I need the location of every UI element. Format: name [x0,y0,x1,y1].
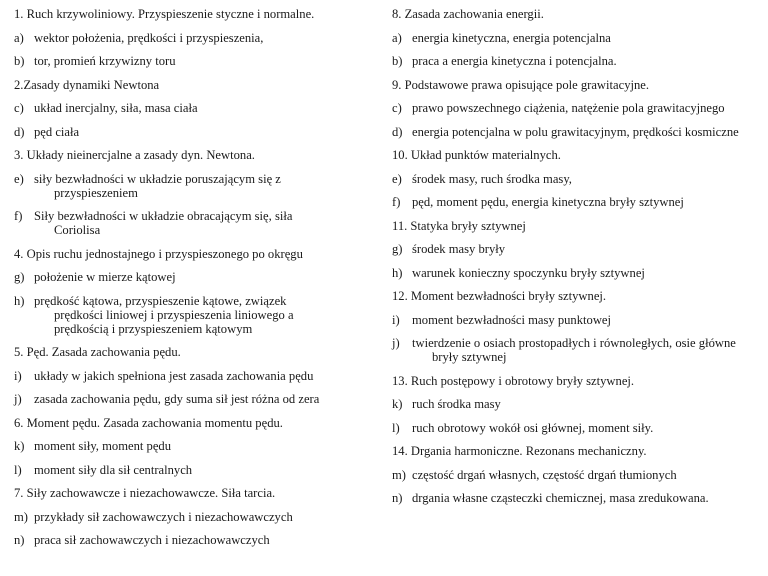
section-heading: 11. Statyka bryły sztywnej [392,218,526,233]
list-item-g [392,242,764,256]
list-item-text [34,392,366,406]
list-item-g [14,270,366,284]
list-item-line: przyspieszeniem [54,185,138,200]
list-item-h [14,294,366,336]
list-item-line: energia potencjalna w polu grawitacyjnym, prędkości kosmiczne [412,124,739,139]
list-item-text [34,54,366,68]
list-item-line: ruch środka masy [412,397,501,411]
list-item-text [412,101,764,115]
list-item-line: Coriolisa [54,223,101,237]
section-heading: 6. Moment pędu. Zasada zachowania momentu pędu. [14,415,283,430]
list-item-text [412,468,764,482]
list-item-letter: h) [14,293,25,308]
list-item-line: prędkość kątowa, przyspieszenie kątowe, związek [34,293,287,308]
list-item-text [34,209,366,237]
list-item-line: moment bezwładności masy punktowej [412,312,612,327]
section-heading: 13. Ruch postępowy i obrotowy bryły sztywnej. [392,373,635,388]
list-item-text [34,294,366,336]
list-item-line: drgania własne cząsteczki chemicznej, masa zredukowana. [412,491,709,505]
list-item-text [34,31,366,45]
list-item-m [14,510,366,524]
list-item-text [412,242,764,256]
section-heading: 3. Układy nieinercjalne a zasady dyn. Newtona. [14,148,255,162]
section-heading: 10. Układ punktów materialnych. [392,148,561,162]
list-item-text [412,313,764,327]
list-item-line: Siły bezwładności w układzie obracającym się, siła [34,209,293,223]
list-item-line: układy w jakich spełniona jest zasada zachowania pędu [34,368,314,383]
list-item-n [14,533,366,547]
list-item-line: środek masy, ruch środka masy, [412,171,572,186]
list-item-i [392,313,764,327]
list-item-text [34,510,366,524]
list-item-m [392,468,764,482]
list-item-line: energia kinetyczna, energia potencjalna [412,30,611,45]
list-item-l [392,421,764,435]
list-item-letter: j) [392,336,400,350]
list-item-text [34,270,366,284]
list-item-text [412,195,764,209]
list-item-letter: m) [14,509,28,524]
list-item-c [14,101,366,115]
list-item-letter: g) [392,242,403,256]
list-item-text [34,463,366,477]
list-item-h [392,266,764,280]
list-item-letter: j) [14,392,22,406]
list-item-text [34,439,366,453]
list-item-letter: d) [14,124,25,139]
list-item-text [412,266,764,280]
list-item-e [14,172,366,200]
list-item-a [14,31,366,45]
list-item-letter: m) [392,467,406,482]
list-item-line: warunek konieczny spoczynku bryły sztywnej [412,265,645,280]
list-item-line: prawo powszechnego ciążenia, natężenie pola grawitacyjnego [412,101,725,115]
list-item-letter: k) [14,439,25,453]
section-heading: 12. Moment bezwładności bryły sztywnej. [392,289,607,303]
list-item-d [392,125,764,139]
list-item-letter: i) [392,312,400,327]
list-item-line: wektor położenia, prędkości i przyspieszenia, [34,30,264,45]
right-column [392,7,764,515]
list-item-line: pęd, moment pędu, energia kinetyczna bryły sztywnej [412,195,684,209]
list-item-k [14,439,366,453]
list-item-text [34,533,366,547]
list-item-letter: c) [14,101,24,115]
section-heading: 4. Opis ruchu jednostajnego i przyspieszonego po okręgu [14,246,303,261]
list-item-letter: f) [392,195,401,209]
list-item-letter: n) [392,491,403,505]
section-heading: 2.Zasady dynamiki Newtona [14,77,160,92]
left-column [14,7,366,557]
list-item-text [412,54,764,68]
list-item-a [392,31,764,45]
list-item-letter: g) [14,270,25,284]
list-item-f [14,209,366,237]
list-item-text [412,491,764,505]
list-item-line: praca a energia kinetyczna i potencjalna. [412,54,617,68]
list-item-letter: e) [14,171,24,186]
list-item-letter: f) [14,209,23,223]
list-item-letter: a) [14,30,24,45]
section-heading: 5. Pęd. Zasada zachowania pędu. [14,345,181,359]
list-item-letter: l) [14,462,22,477]
list-item-line: moment siły, moment pędu [34,439,171,453]
section-heading: 8. Zasada zachowania energii. [392,7,544,21]
list-item-text [34,125,366,139]
list-item-text [34,369,366,383]
list-item-letter: d) [392,124,403,139]
list-item-line: prędkością i przyspieszeniem kątowym [54,321,253,336]
section-heading: 1. Ruch krzywoliniowy. Przyspieszenie styczne i normalne. [14,7,315,21]
list-item-text [34,172,366,200]
list-item-letter: c) [392,101,402,115]
list-item-text [412,31,764,45]
list-item-letter: n) [14,533,25,547]
list-item-l [14,463,366,477]
list-item-f [392,195,764,209]
list-item-letter: l) [392,420,400,435]
list-item-line: tor, promień krzywizny toru [34,54,176,68]
list-item-line: bryły sztywnej [432,350,507,364]
list-item-c [392,101,764,115]
list-item-line: częstość drgań własnych, częstość drgań tłumionych [412,467,677,482]
list-item-j [392,336,764,364]
list-item-line: położenie w mierze kątowej [34,270,176,284]
list-item-line: przykłady sił zachowawczych i niezachowawczych [34,509,293,524]
list-item-line: pęd ciała [34,124,80,139]
list-item-line: siły bezwładności w układzie poruszającym się z [34,171,281,186]
list-item-letter: b) [392,54,403,68]
list-item-line: praca sił zachowawczych i niezachowawczych [34,533,270,547]
list-item-letter: k) [392,397,403,411]
list-item-i [14,369,366,383]
list-item-j [14,392,366,406]
list-item-letter: a) [392,30,402,45]
list-item-line: ruch obrotowy wokół osi głównej, moment siły. [412,420,654,435]
list-item-line: środek masy bryły [412,242,506,256]
section-heading: 7. Siły zachowawcze i niezachowawcze. Siła tarcia. [14,486,276,500]
list-item-letter: e) [392,171,402,186]
list-item-line: układ inercjalny, siła, masa ciała [34,101,198,115]
list-item-b [14,54,366,68]
list-item-e [392,172,764,186]
list-item-line: twierdzenie o osiach prostopadłych i równoległych, osie główne [412,336,736,350]
list-item-text [412,125,764,139]
list-item-n [392,491,764,505]
list-item-text [412,172,764,186]
list-item-line: moment siły dla sił centralnych [34,462,193,477]
list-item-text [412,397,764,411]
section-heading: 14. Drgania harmoniczne. Rezonans mechaniczny. [392,444,647,458]
list-item-d [14,125,366,139]
list-item-line: prędkości liniowej i przyspieszenia liniowego a [54,307,294,322]
list-item-b [392,54,764,68]
list-item-line: zasada zachowania pędu, gdy suma sił jest różna od zera [34,392,320,406]
section-heading: 9. Podstawowe prawa opisujące pole grawitacyjne. [392,77,650,92]
list-item-text [34,101,366,115]
list-item-text [412,421,764,435]
list-item-k [392,397,764,411]
list-item-letter: b) [14,54,25,68]
list-item-text [412,336,764,364]
list-item-letter: i) [14,368,22,383]
list-item-letter: h) [392,265,403,280]
